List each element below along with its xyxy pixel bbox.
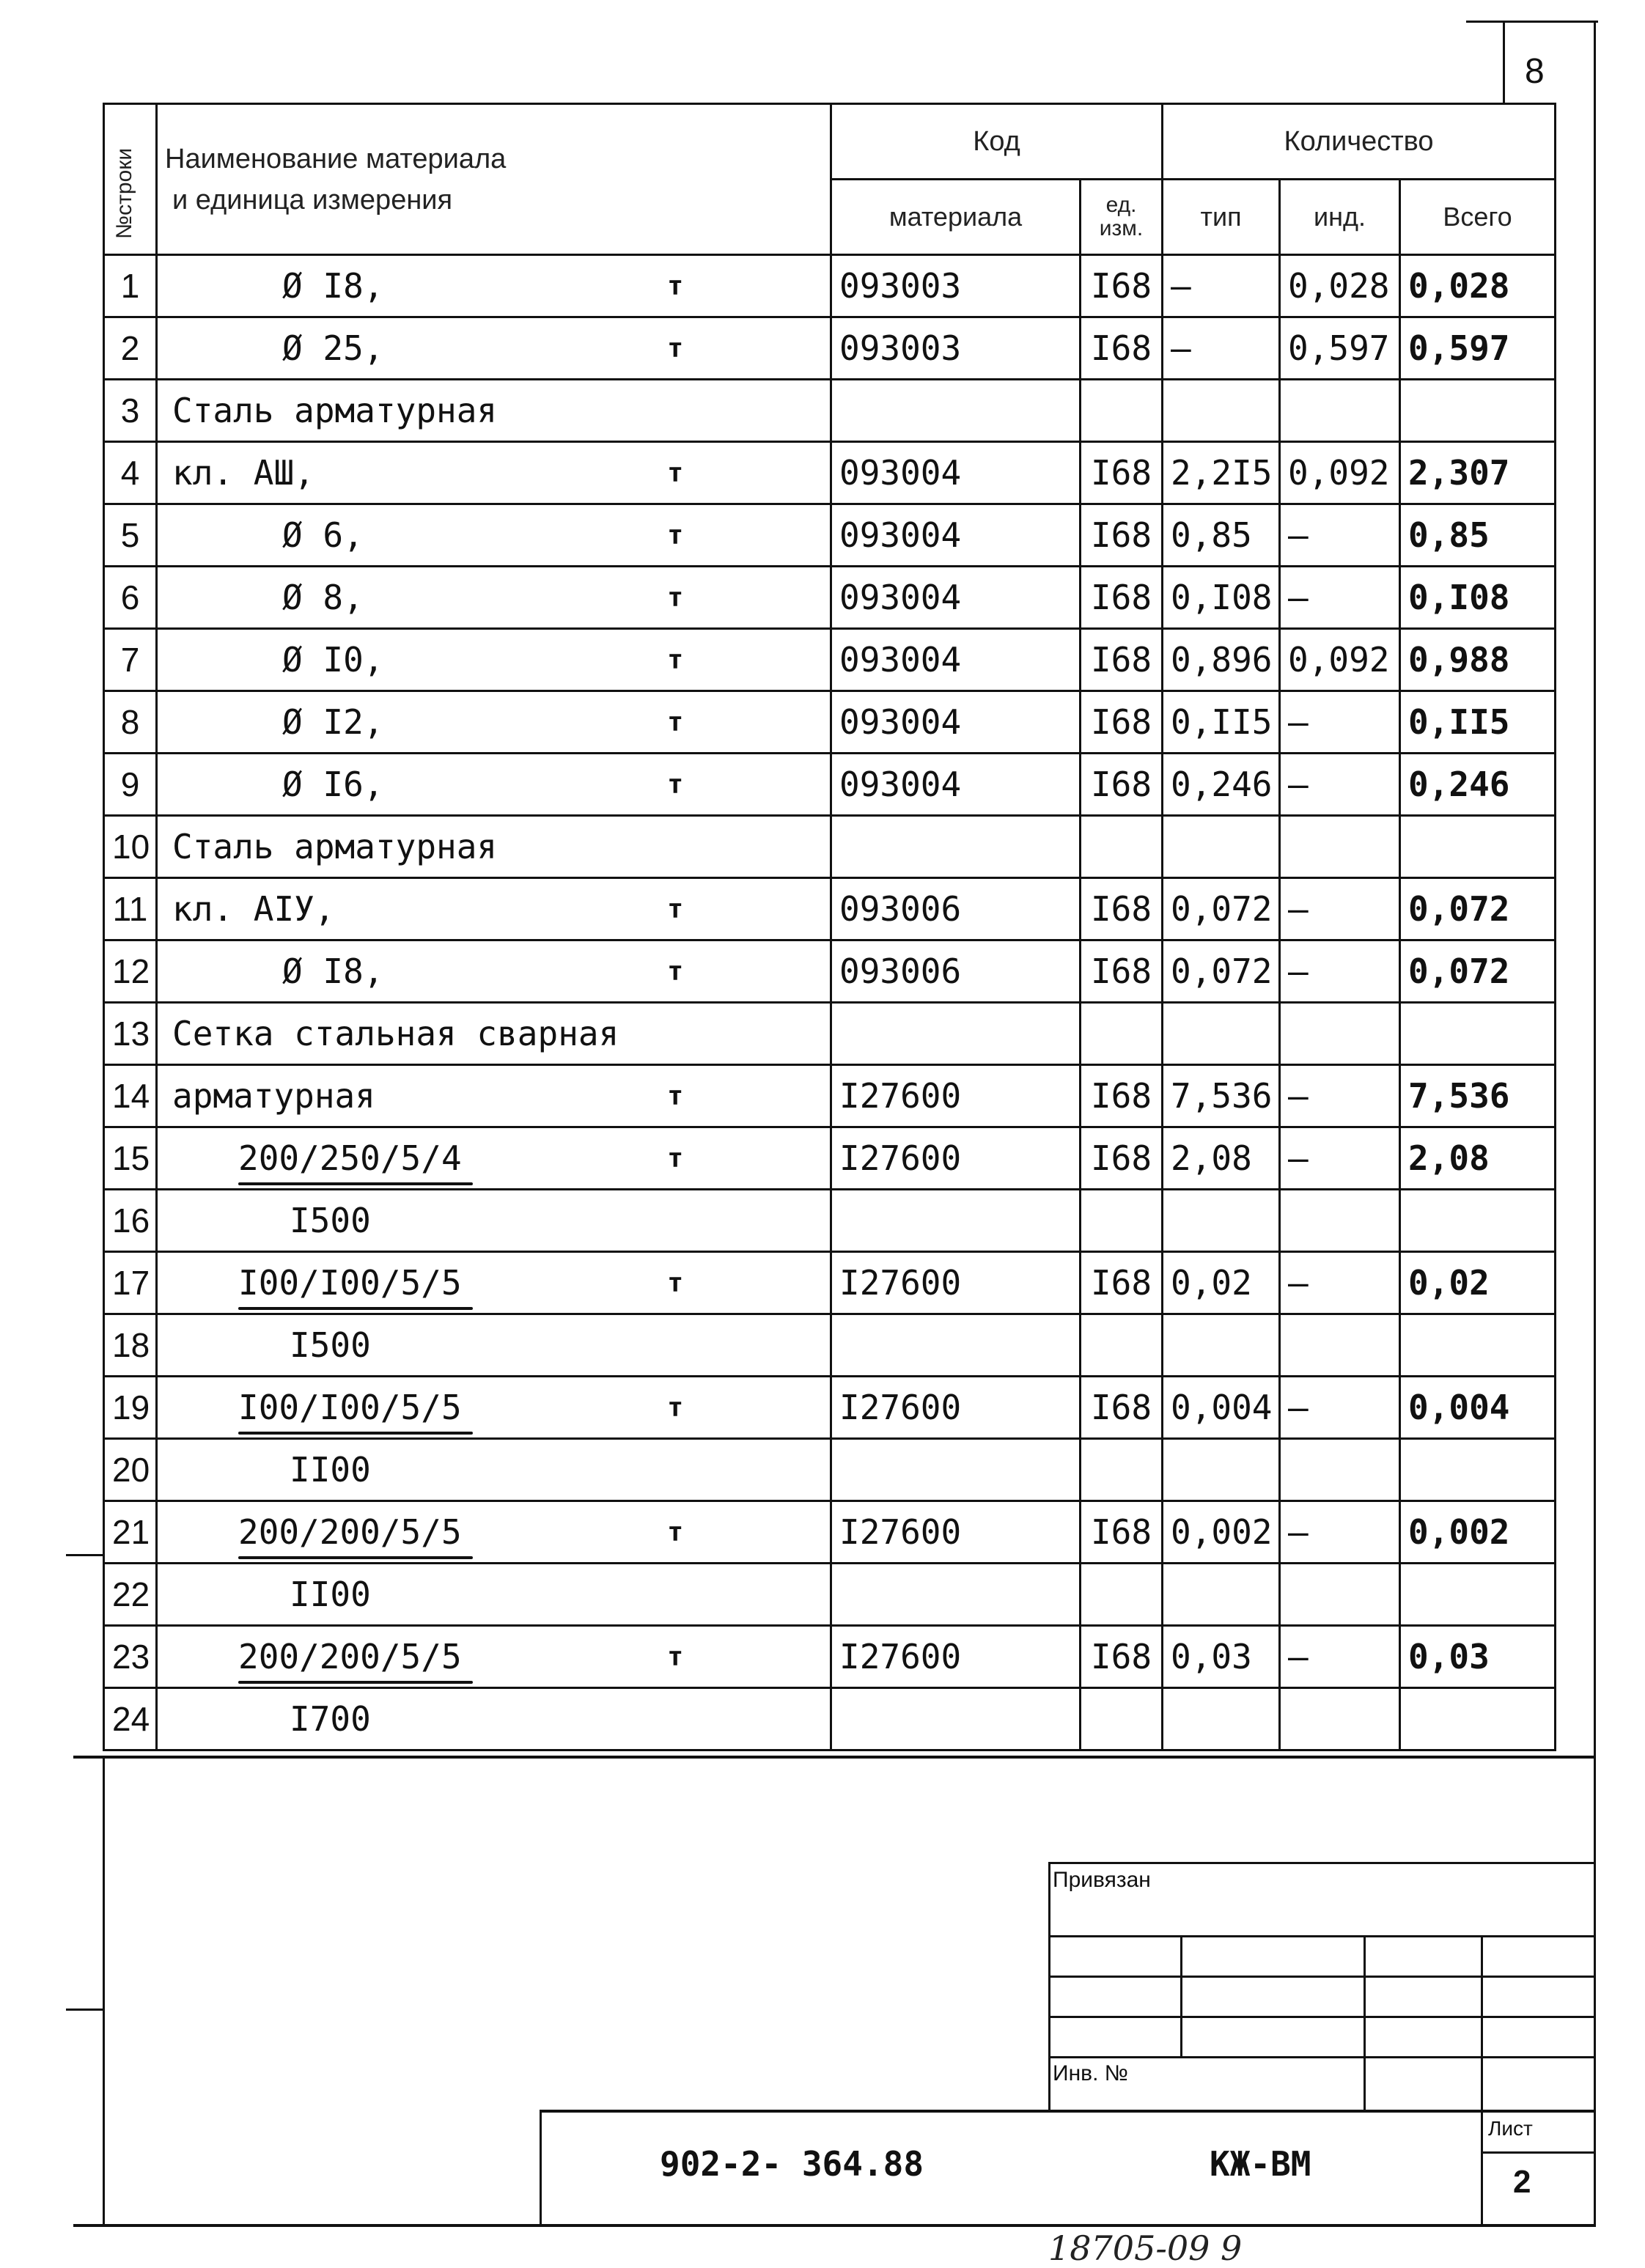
table-row (104, 1252, 1556, 1314)
table-row (104, 380, 1556, 442)
row-name-cell (157, 442, 831, 504)
table-row (104, 1564, 1556, 1626)
table-row (104, 567, 1556, 629)
row-name-cell (157, 1127, 831, 1190)
qty-type (1163, 380, 1280, 442)
qty-ind: – (1280, 1377, 1400, 1439)
unit-label: т (667, 333, 683, 364)
qty-total: 0,II5 (1400, 691, 1556, 754)
table-row (104, 878, 1556, 940)
margin-tick-2 (66, 2009, 103, 2011)
unit-code: I68 (1081, 504, 1163, 567)
qty-type: 0,02 (1163, 1252, 1280, 1314)
qty-type (1163, 1688, 1280, 1750)
unit-code: I68 (1081, 1065, 1163, 1127)
sheet-right-border (1594, 21, 1596, 2227)
material-code: I27600 (831, 1626, 1081, 1688)
unit-code: I68 (1081, 442, 1163, 504)
row-name-cell (157, 1003, 831, 1065)
material-code: 093006 (831, 878, 1081, 940)
row-name-cell (157, 940, 831, 1003)
qty-total: 0,246 (1400, 754, 1556, 816)
qty-type: 0,II5 (1163, 691, 1280, 754)
sheet-left-border (103, 1756, 105, 2225)
row-number: 9 (104, 754, 157, 816)
row-name-cell (157, 1501, 831, 1564)
material-name: I500 (290, 1325, 371, 1365)
row-name-cell (157, 1314, 831, 1377)
unit-label: т (667, 1517, 683, 1547)
material-name: II00 (290, 1575, 371, 1614)
qty-type (1163, 1439, 1280, 1501)
fraction-line (238, 1307, 473, 1310)
material-code (831, 1003, 1081, 1065)
table-row (104, 442, 1556, 504)
material-name: Ø 8, (282, 578, 364, 617)
qty-ind: – (1280, 504, 1400, 567)
qty-type: 0,246 (1163, 754, 1280, 816)
material-code: I27600 (831, 1501, 1081, 1564)
material-code: 093004 (831, 504, 1081, 567)
qty-type-header: тип (1163, 180, 1280, 255)
stamp-main-top (540, 2110, 1595, 2113)
material-code: 093003 (831, 255, 1081, 317)
table-body (104, 255, 1556, 1750)
row-number: 18 (104, 1314, 157, 1377)
unit-label: т (667, 457, 683, 488)
qty-ind: – (1280, 1252, 1400, 1314)
material-name: I700 (290, 1699, 371, 1739)
table-row (104, 1439, 1556, 1501)
row-number: 14 (104, 1065, 157, 1127)
unit-label: т (667, 270, 683, 301)
material-name: Ø 6, (282, 515, 364, 555)
unit-label: т (667, 1143, 683, 1174)
row-name-cell (157, 255, 831, 317)
material-name: II00 (290, 1450, 371, 1490)
unit-code (1081, 1190, 1163, 1252)
qty-type (1163, 1190, 1280, 1252)
table-row (104, 691, 1556, 754)
qty-type: 0,I08 (1163, 567, 1280, 629)
stamp-sheet-divider (1481, 2110, 1483, 2225)
stamp-top-line (1048, 1862, 1595, 1864)
row-number: 11 (104, 878, 157, 940)
material-name: Ø I8, (282, 266, 384, 306)
material-name: кл. АIУ, (172, 889, 335, 929)
linked-label: Привязан (1053, 1868, 1151, 1892)
qty-ind (1280, 1688, 1400, 1750)
material-name: Сталь арматурная (172, 827, 498, 866)
material-code: 093004 (831, 442, 1081, 504)
unit-code (1081, 1003, 1163, 1065)
material-name: Ø I2, (282, 702, 384, 742)
material-code (831, 1314, 1081, 1377)
page-number-box-top (1466, 21, 1598, 23)
material-name: Ø I8, (282, 951, 384, 991)
unit-code: I68 (1081, 878, 1163, 940)
fraction-line (238, 1432, 473, 1435)
qty-total: 0,988 (1400, 629, 1556, 691)
table-row (104, 317, 1556, 380)
row-number: 15 (104, 1127, 157, 1190)
fraction-line (238, 1681, 473, 1684)
stamp-vline-1 (1180, 1935, 1182, 2056)
name-header (157, 104, 831, 255)
qty-total: 0,028 (1400, 255, 1556, 317)
qty-ind (1280, 1439, 1400, 1501)
qty-type: 0,03 (1163, 1626, 1280, 1688)
table-row (104, 940, 1556, 1003)
qty-total: 0,597 (1400, 317, 1556, 380)
qty-type: – (1163, 255, 1280, 317)
qty-group-header: Количество (1163, 104, 1556, 180)
material-name: Ø I6, (282, 765, 384, 804)
qty-type: 0,004 (1163, 1377, 1280, 1439)
table-row (104, 255, 1556, 317)
material-code: 093003 (831, 317, 1081, 380)
qty-type (1163, 1314, 1280, 1377)
qty-ind: – (1280, 1065, 1400, 1127)
row-number: 16 (104, 1190, 157, 1252)
material-code (831, 380, 1081, 442)
material-name: Ø 25, (282, 328, 384, 368)
unit-code: I68 (1081, 691, 1163, 754)
qty-type (1163, 1564, 1280, 1626)
qty-ind: – (1280, 754, 1400, 816)
material-code (831, 1190, 1081, 1252)
row-number: 23 (104, 1626, 157, 1688)
row-name-cell (157, 754, 831, 816)
materials-table (103, 103, 1556, 1751)
qty-total: 0,072 (1400, 878, 1556, 940)
material-name: кл. АШ, (172, 453, 314, 493)
qty-type: 7,536 (1163, 1065, 1280, 1127)
unit-label: т (667, 1080, 683, 1111)
qty-ind (1280, 1314, 1400, 1377)
material-name: арматурная (172, 1076, 375, 1116)
margin-tick-1 (66, 1554, 103, 1556)
qty-total (1400, 1003, 1556, 1065)
row-number: 21 (104, 1501, 157, 1564)
code-unit-header: ед. изм. (1081, 180, 1163, 255)
unit-code (1081, 1688, 1163, 1750)
qty-type: 0,072 (1163, 878, 1280, 940)
qty-type: 0,85 (1163, 504, 1280, 567)
row-name-cell (157, 380, 831, 442)
unit-label: т (667, 769, 683, 800)
row-name-cell (157, 816, 831, 878)
unit-code: I68 (1081, 317, 1163, 380)
unit-code (1081, 1439, 1163, 1501)
material-code: 093006 (831, 940, 1081, 1003)
qty-total: 0,004 (1400, 1377, 1556, 1439)
code-group-header: Код (831, 104, 1163, 180)
material-code: 093004 (831, 567, 1081, 629)
row-name-cell (157, 1252, 831, 1314)
unit-code: I68 (1081, 1626, 1163, 1688)
doc-mark: КЖ-ВМ (1210, 2144, 1311, 2184)
qty-total: 0,072 (1400, 940, 1556, 1003)
table-row (104, 1190, 1556, 1252)
qty-total: 2,307 (1400, 442, 1556, 504)
material-name: Сталь арматурная (172, 391, 498, 430)
stamp-line-4 (1048, 2016, 1595, 2018)
qty-type: – (1163, 317, 1280, 380)
qty-total (1400, 380, 1556, 442)
row-number: 19 (104, 1377, 157, 1439)
stamp-line-2 (1048, 1935, 1595, 1937)
sheet-bottom-line (73, 2224, 1595, 2227)
page-number-box-left (1503, 21, 1505, 103)
qty-total-header: Всего (1400, 180, 1556, 255)
table-row (104, 629, 1556, 691)
row-number: 3 (104, 380, 157, 442)
row-name-cell (157, 1626, 831, 1688)
table-row (104, 816, 1556, 878)
material-code: 093004 (831, 754, 1081, 816)
material-name: I00/I00/5/5 (238, 1388, 462, 1427)
row-number: 5 (104, 504, 157, 567)
row-number: 4 (104, 442, 157, 504)
material-name: Ø I0, (282, 640, 384, 680)
table-row (104, 1065, 1556, 1127)
row-number: 20 (104, 1439, 157, 1501)
page-number: 8 (1525, 52, 1545, 91)
table-row (104, 1377, 1556, 1439)
table-row (104, 1501, 1556, 1564)
unit-code (1081, 1314, 1163, 1377)
name-header-line2: и единица измерения (172, 184, 453, 216)
row-name-cell (157, 1564, 831, 1626)
qty-ind: – (1280, 1127, 1400, 1190)
unit-code: I68 (1081, 1127, 1163, 1190)
row-name-cell (157, 1190, 831, 1252)
qty-type: 2,08 (1163, 1127, 1280, 1190)
row-name-cell (157, 629, 831, 691)
qty-ind: 0,092 (1280, 629, 1400, 691)
row-name-cell (157, 317, 831, 380)
qty-type (1163, 816, 1280, 878)
qty-type: 2,2I5 (1163, 442, 1280, 504)
row-number: 7 (104, 629, 157, 691)
unit-code: I68 (1081, 629, 1163, 691)
qty-total (1400, 1314, 1556, 1377)
row-name-cell (157, 878, 831, 940)
qty-ind: 0,028 (1280, 255, 1400, 317)
stamp-vline-3 (1481, 1935, 1483, 2111)
row-number: 1 (104, 255, 157, 317)
qty-ind: – (1280, 691, 1400, 754)
qty-total: 7,536 (1400, 1065, 1556, 1127)
material-name: 200/200/5/5 (238, 1637, 462, 1676)
qty-ind (1280, 1564, 1400, 1626)
row-name-cell (157, 1439, 831, 1501)
stamp-sheet-line (1481, 2151, 1595, 2154)
qty-total: 0,03 (1400, 1626, 1556, 1688)
row-number: 8 (104, 691, 157, 754)
qty-ind (1280, 1003, 1400, 1065)
material-code: I27600 (831, 1377, 1081, 1439)
material-code: I27600 (831, 1127, 1081, 1190)
row-number: 13 (104, 1003, 157, 1065)
unit-label: т (667, 956, 683, 987)
inv-label: Инв. № (1053, 2061, 1128, 2085)
unit-code: I68 (1081, 1377, 1163, 1439)
qty-total: 0,I08 (1400, 567, 1556, 629)
rows-header (104, 104, 157, 255)
table-bottom-line (73, 1756, 1595, 1759)
row-number: 17 (104, 1252, 157, 1314)
material-code (831, 1564, 1081, 1626)
qty-ind: 0,092 (1280, 442, 1400, 504)
unit-code (1081, 816, 1163, 878)
qty-ind-header: инд. (1280, 180, 1400, 255)
row-name-cell (157, 567, 831, 629)
qty-type: 0,896 (1163, 629, 1280, 691)
row-number: 22 (104, 1564, 157, 1626)
unit-label: т (667, 894, 683, 924)
material-name: 200/250/5/4 (238, 1138, 462, 1178)
unit-label: т (667, 707, 683, 737)
qty-total: 0,002 (1400, 1501, 1556, 1564)
table-row (104, 1626, 1556, 1688)
material-code: I27600 (831, 1252, 1081, 1314)
qty-total (1400, 1439, 1556, 1501)
qty-type: 0,072 (1163, 940, 1280, 1003)
unit-code (1081, 380, 1163, 442)
material-code (831, 816, 1081, 878)
qty-total (1400, 1190, 1556, 1252)
sheet-label: Лист (1488, 2117, 1533, 2140)
row-number: 12 (104, 940, 157, 1003)
row-name-cell (157, 504, 831, 567)
qty-ind: – (1280, 878, 1400, 940)
qty-ind: – (1280, 1501, 1400, 1564)
qty-total (1400, 1564, 1556, 1626)
sheet-number: 2 (1513, 2164, 1531, 2200)
fraction-line (238, 1556, 473, 1559)
row-name-cell (157, 691, 831, 754)
qty-ind: 0,597 (1280, 317, 1400, 380)
unit-label: т (667, 1267, 683, 1298)
unit-code: I68 (1081, 567, 1163, 629)
unit-label: т (667, 1641, 683, 1672)
unit-label: т (667, 1392, 683, 1423)
name-header-line1: Наименование материала (165, 143, 507, 174)
stamp-line-5 (1048, 2056, 1595, 2058)
qty-ind (1280, 380, 1400, 442)
fraction-line (238, 1182, 473, 1185)
qty-total (1400, 1688, 1556, 1750)
stamp-vline-2 (1364, 1935, 1366, 2111)
row-number: 2 (104, 317, 157, 380)
material-code: I27600 (831, 1065, 1081, 1127)
row-name-cell (157, 1688, 831, 1750)
row-number: 10 (104, 816, 157, 878)
qty-ind: – (1280, 567, 1400, 629)
stamp-line-3 (1048, 1976, 1595, 1978)
table-row (104, 1127, 1556, 1190)
code-material-header: материала (831, 180, 1081, 255)
handwritten-note: 18705-09 9 (1048, 2228, 1243, 2268)
material-name: 200/200/5/5 (238, 1512, 462, 1552)
material-code: 093004 (831, 691, 1081, 754)
stamp-left-line (1048, 1862, 1050, 2111)
table-row (104, 1003, 1556, 1065)
row-number: 6 (104, 567, 157, 629)
table-row (104, 1314, 1556, 1377)
unit-code: I68 (1081, 754, 1163, 816)
material-name: I500 (290, 1201, 371, 1240)
unit-label: т (667, 644, 683, 675)
qty-total: 2,08 (1400, 1127, 1556, 1190)
material-code: 093004 (831, 629, 1081, 691)
qty-total: 0,02 (1400, 1252, 1556, 1314)
material-name: Сетка стальная сварная (172, 1014, 619, 1053)
unit-code (1081, 1564, 1163, 1626)
qty-type (1163, 1003, 1280, 1065)
unit-code: I68 (1081, 255, 1163, 317)
row-name-cell (157, 1377, 831, 1439)
material-code (831, 1439, 1081, 1501)
qty-ind (1280, 816, 1400, 878)
doc-number: 902-2- 364.88 (660, 2144, 924, 2184)
rows-header-label: №строки (112, 147, 136, 239)
qty-ind (1280, 1190, 1400, 1252)
unit-code: I68 (1081, 940, 1163, 1003)
qty-total (1400, 816, 1556, 878)
qty-ind: – (1280, 1626, 1400, 1688)
unit-label: т (667, 582, 683, 613)
material-code (831, 1688, 1081, 1750)
stamp-main-left (540, 2110, 542, 2225)
unit-code: I68 (1081, 1501, 1163, 1564)
table-row (104, 754, 1556, 816)
unit-label: т (667, 520, 683, 551)
material-name: I00/I00/5/5 (238, 1263, 462, 1303)
qty-type: 0,002 (1163, 1501, 1280, 1564)
row-number: 24 (104, 1688, 157, 1750)
qty-total: 0,85 (1400, 504, 1556, 567)
qty-ind: – (1280, 940, 1400, 1003)
row-name-cell (157, 1065, 831, 1127)
table-row (104, 1688, 1556, 1750)
unit-code: I68 (1081, 1252, 1163, 1314)
table-row (104, 504, 1556, 567)
